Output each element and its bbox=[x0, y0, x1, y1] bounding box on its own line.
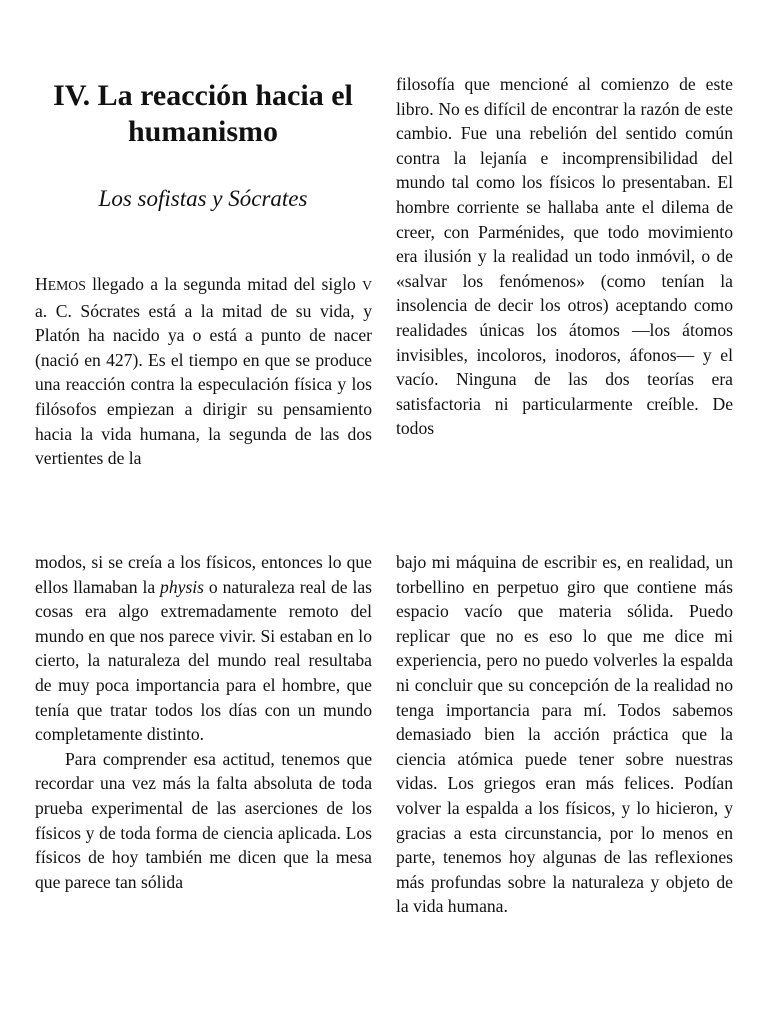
top-right-paragraph: filosofía que mencioné al comienzo de este libro. No es difícil de encontrar la razón de este cambio. Fue una rebelión del sentido común contra la lejanía e incomprensibilidad del mundo tal como los físicos lo presentaban. El hombre corriente se hallaba ante el dilema de creer, con Parménides, que todo movimiento era ilusión y la realidad un todo inmóvil, o de «salvar los fenómenos» (como tenían la insolencia de decir los otros) aceptando como realidades únicas los átomos —los átomos invisibles, incoloros, inodoros, áfonos— y el vacío. Ninguna de las dos teorías era satisfactoria ni particularmente creíble. De todos bbox=[396, 74, 733, 439]
physis-text-part-2: o naturaleza real de las cosas era algo extremadamente remoto del mundo en que nos parece vivir. Si estaban en lo cierto, la naturaleza del mundo real resultaba de muy poca importancia para el hombre, que tenía que tratar todos los días con un mundo completamente distinto. bbox=[35, 576, 373, 745]
physis-term: physis bbox=[160, 576, 205, 597]
opening-text-part-1: llegado a la segunda mitad del siglo bbox=[85, 274, 363, 294]
page-top-left-column bbox=[35, 272, 372, 471]
opening-text-part-2: a. C. Sócrates está a la mitad de su vida, y Platón ha nacido ya o está a punto de nacer (nació en 427). Es el tiempo en que se produce una reacción contra la especulación física y los filósofos empiezan a dirigir su pensamiento hacia la vida humana, la segunda de las dos vertientes de la bbox=[35, 300, 372, 469]
century-numeral: V bbox=[362, 278, 372, 293]
page-bottom-right-column bbox=[396, 550, 733, 919]
page-top-right-column bbox=[396, 72, 733, 441]
physis-text-part-1: modos, si se creía a los físicos, entonces lo que ellos llamaban la bbox=[35, 552, 372, 597]
chapter-title: IV. La reacción hacia el humanismo bbox=[53, 79, 353, 148]
opening-initial: H bbox=[35, 274, 48, 294]
physis-paragraph bbox=[35, 550, 372, 747]
chapter-subtitle: Los sofistas y Sócrates bbox=[98, 186, 308, 211]
page-bottom-left-column bbox=[35, 550, 372, 894]
second-paragraph: Para comprender esa actitud, tenemos que recordar una vez más la falta absoluta de toda prueba experimental de las aserciones de los físicos y de toda forma de ciencia aplicada. Los físicos de hoy también me dicen que la mesa que parece tan sólida bbox=[35, 748, 372, 892]
bottom-right-paragraph: bajo mi máquina de escribir es, en realidad, un torbellino en perpetuo giro que contiene más espacio vacío que materia sólida. Puedo replicar que no es eso lo que me dice mi experiencia, pero no puedo volverles la espalda ni concluir que su concepción de la realidad no tenga importancia para mí. Todos sabemos demasiado bien la acción práctica que la ciencia atómica puede tener sobre nuestras vidas. Los griegos eran más felices. Podían volver la espalda a los físicos, y lo hicieron, y gracias a esta circunstancia, por lo menos en parte, tenemos hoy algunas de las reflexiones más profundas sobre la naturaleza y objeto de la vida humana. bbox=[396, 552, 733, 917]
opening-paragraph bbox=[35, 272, 372, 471]
opening-small-caps: EMOS bbox=[47, 278, 86, 293]
